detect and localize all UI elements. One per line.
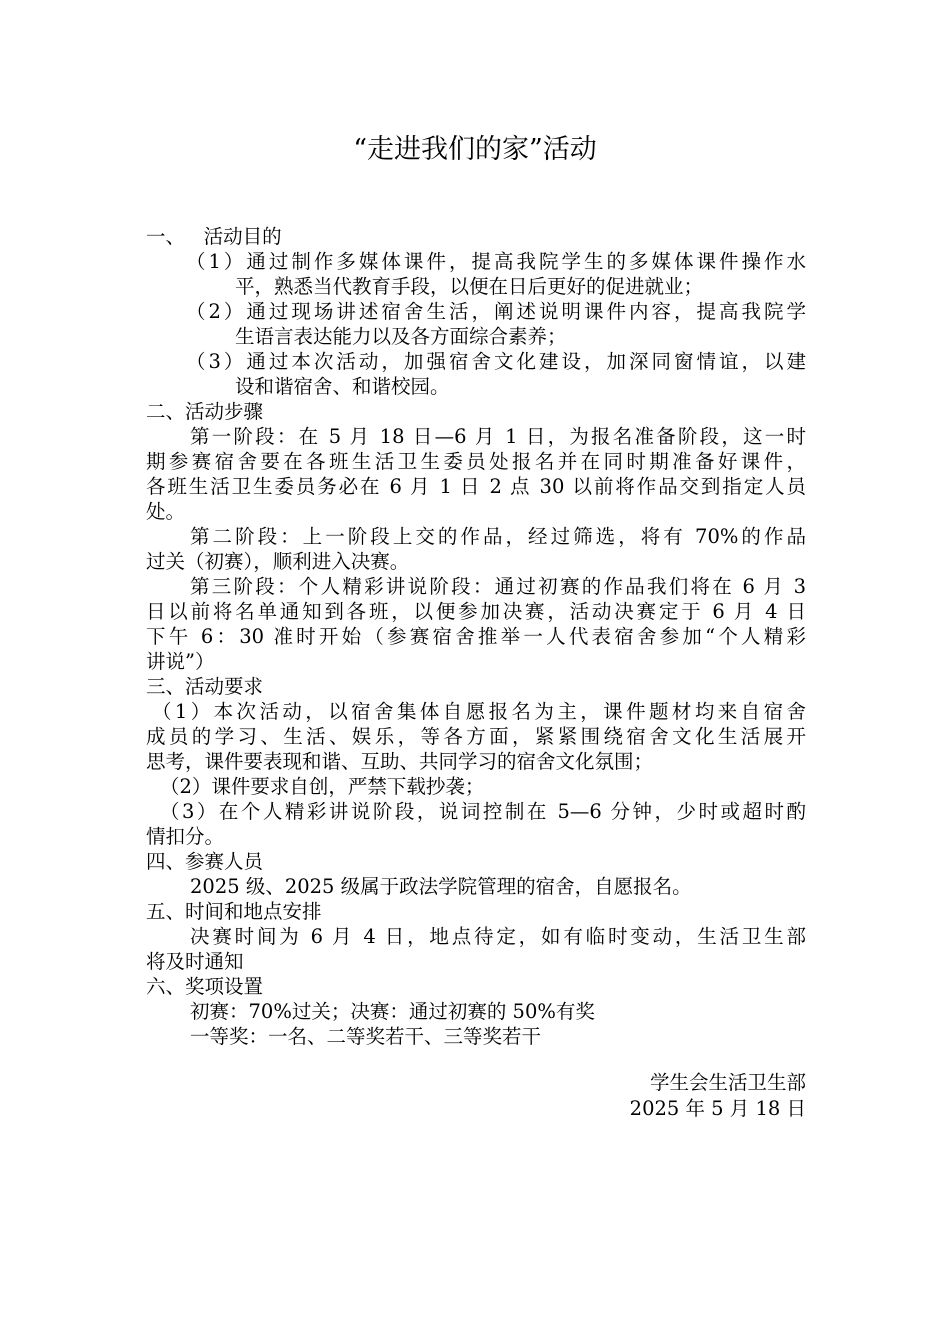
section2-p1-line1: 第一阶段：在 5 月 18 日—6 月 1 日，为报名准备阶段，这一时 (190, 425, 806, 448)
section3-r1-line3: 思考，课件要表现和谐、互助、共同学习的宿舍文化氛围； (146, 750, 654, 773)
section6-heading: 六、奖项设置 (146, 975, 264, 998)
document-body (146, 224, 806, 1049)
section4-p1: 2025 级、2025 级属于政法学院管理的宿舍，自愿报名。 (190, 875, 692, 898)
section3-r2-line1: （2）课件要求自创，严禁下载抄袭； (160, 775, 485, 798)
section2-p3-line4: 讲说”） (146, 650, 215, 673)
section6-p1: 初赛：70%过关；决赛：通过初赛的 50%有奖 (190, 1000, 595, 1023)
section3-r3-line1: （3）在个人精彩讲说阶段，说词控制在 5—6 分钟，少时或超时酌 (160, 800, 806, 823)
section3-r3-line2: 情扣分。 (146, 825, 225, 848)
section1-item1-line2: 平，熟悉当代教育手段，以便在日后更好的促进就业； (235, 275, 704, 298)
section5-p1-line2: 将及时通知 (146, 950, 244, 973)
signature-date: 2025 年 5 月 18 日 (629, 1097, 806, 1120)
section2-p1-line3: 各班生活卫生委员务必在 6 月 1 日 2 点 30 以前将作品交到指定人员 (146, 475, 806, 498)
section2-p1-line4: 处。 (146, 500, 186, 523)
section1-item3-line1: （3）通过本次活动，加强宿舍文化建设，加深同窗情谊，以建 (186, 350, 806, 373)
section1-item1-line1: （1）通过制作多媒体课件，提高我院学生的多媒体课件操作水 (186, 250, 806, 273)
section1-item3-line2: 设和谐宿舍、和谐校园。 (235, 375, 450, 398)
document-title: “走进我们的家”活动 (353, 134, 597, 165)
section3-heading: 三、活动要求 (146, 675, 264, 698)
section5-p1-line1: 决赛时间为 6 月 4 日，地点待定，如有临时变动，生活卫生部 (190, 925, 806, 948)
section6-p2: 一等奖：一名、二等奖若干、三等奖若干 (190, 1025, 542, 1048)
section1-item2-line1: （2）通过现场讲述宿舍生活，阐述说明课件内容，提高我院学 (186, 300, 806, 323)
section3-r1-line1: （1）本次活动，以宿舍集体自愿报名为主，课件题材均来自宿舍 (152, 700, 806, 723)
section2-p3-line2: 日以前将名单通知到各班，以便参加决赛，活动决赛定于 6 月 4 日 (146, 600, 806, 623)
section1-heading: 一、 活动目的 (146, 225, 282, 248)
section5-heading: 五、时间和地点安排 (146, 900, 322, 923)
section2-p2-line1: 第二阶段：上一阶段上交的作品，经过筛选，将有 70%的作品 (190, 525, 806, 548)
signature-block (630, 1070, 806, 1122)
section2-p3-line3: 下午 6：30 准时开始（参赛宿舍推举一人代表宿舍参加“个人精彩 (146, 625, 806, 648)
signature-org: 学生会生活卫生部 (649, 1071, 806, 1094)
section2-heading: 二、活动步骤 (146, 400, 264, 423)
section2-p1-line2: 期参赛宿舍要在各班生活卫生委员处报名并在同时期准备好课件， (146, 450, 806, 473)
section2-p2-line2: 过关（初赛），顺利进入决赛。 (146, 550, 410, 573)
section3-r1-line2: 成员的学习、生活、娱乐，等各方面，紧紧围绕宿舍文化生活展开 (146, 725, 806, 748)
section4-heading: 四、参赛人员 (146, 850, 264, 873)
section1-item2-line2: 生语言表达能力以及各方面综合素养； (235, 325, 567, 348)
section2-p3-line1: 第三阶段：个人精彩讲说阶段：通过初赛的作品我们将在 6 月 3 (190, 575, 806, 598)
